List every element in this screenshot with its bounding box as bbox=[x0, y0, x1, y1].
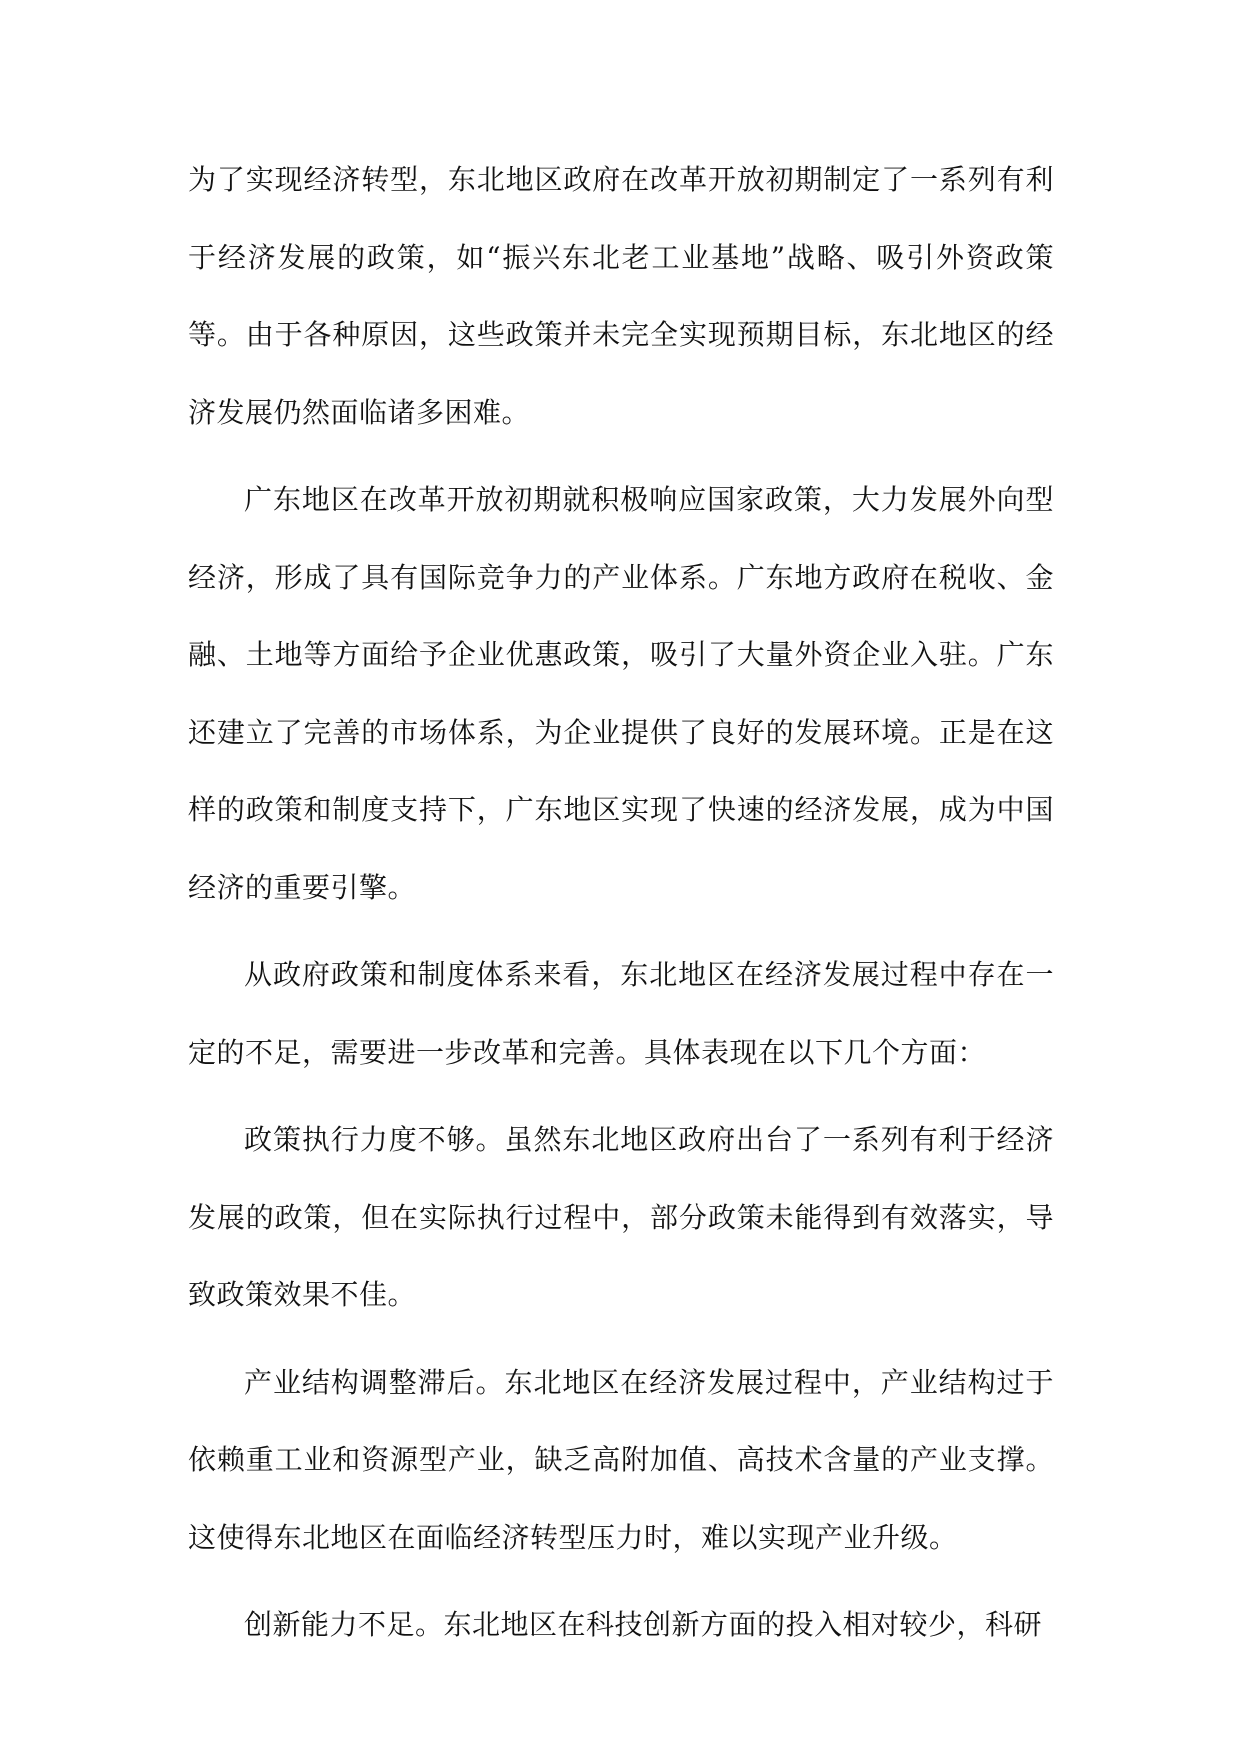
paragraph-guangdong-development: 广东地区在改革开放初期就积极响应国家政策，大力发展外向型经济，形成了具有国际竞争力的产业体系。广东地方政府在税收、金融、土地等方面给予企业优惠政策，吸引了大量外资企业入驻。广东还建立了完善的市场体系，为企业提供了良好的发展环境。正是在这样的政策和制度支持下，广东地区实现了快速的经济发展，成为中国经济的重要引擎。 bbox=[188, 483, 1054, 904]
paragraph-policy-execution: 政策执行力度不够。虽然东北地区政府出台了一系列有利于经济发展的政策，但在实际执行过程中，部分政策未能得到有效落实，导致政策效果不佳。 bbox=[188, 1123, 1054, 1311]
paragraph-northeast-shortcomings: 从政府政策和制度体系来看，东北地区在经济发展过程中存在一定的不足，需要进一步改革和完善。具体表现在以下几个方面： bbox=[188, 958, 1054, 1069]
document-body bbox=[188, 141, 1054, 1674]
paragraph-industrial-structure: 产业结构调整滞后。东北地区在经济发展过程中，产业结构过于依赖重工业和资源型产业，缺乏高附加值、高技术含量的产业支撑。这使得东北地区在面临经济转型压力时，难以实现产业升级。 bbox=[188, 1365, 1054, 1554]
paragraph-economic-transition-policy: 为了实现经济转型，东北地区政府在改革开放初期制定了一系列有利于经济发展的政策，如“振兴东北老工业基地”战略、吸引外资政策等。由于各种原因，这些政策并未完全实现预期目标，东北地区的经济发展仍然面临诸多困难。 bbox=[188, 163, 1054, 429]
paragraph-innovation-capacity: 创新能力不足。东北地区在科技创新方面的投入相对较少，科研 bbox=[244, 1608, 1043, 1641]
